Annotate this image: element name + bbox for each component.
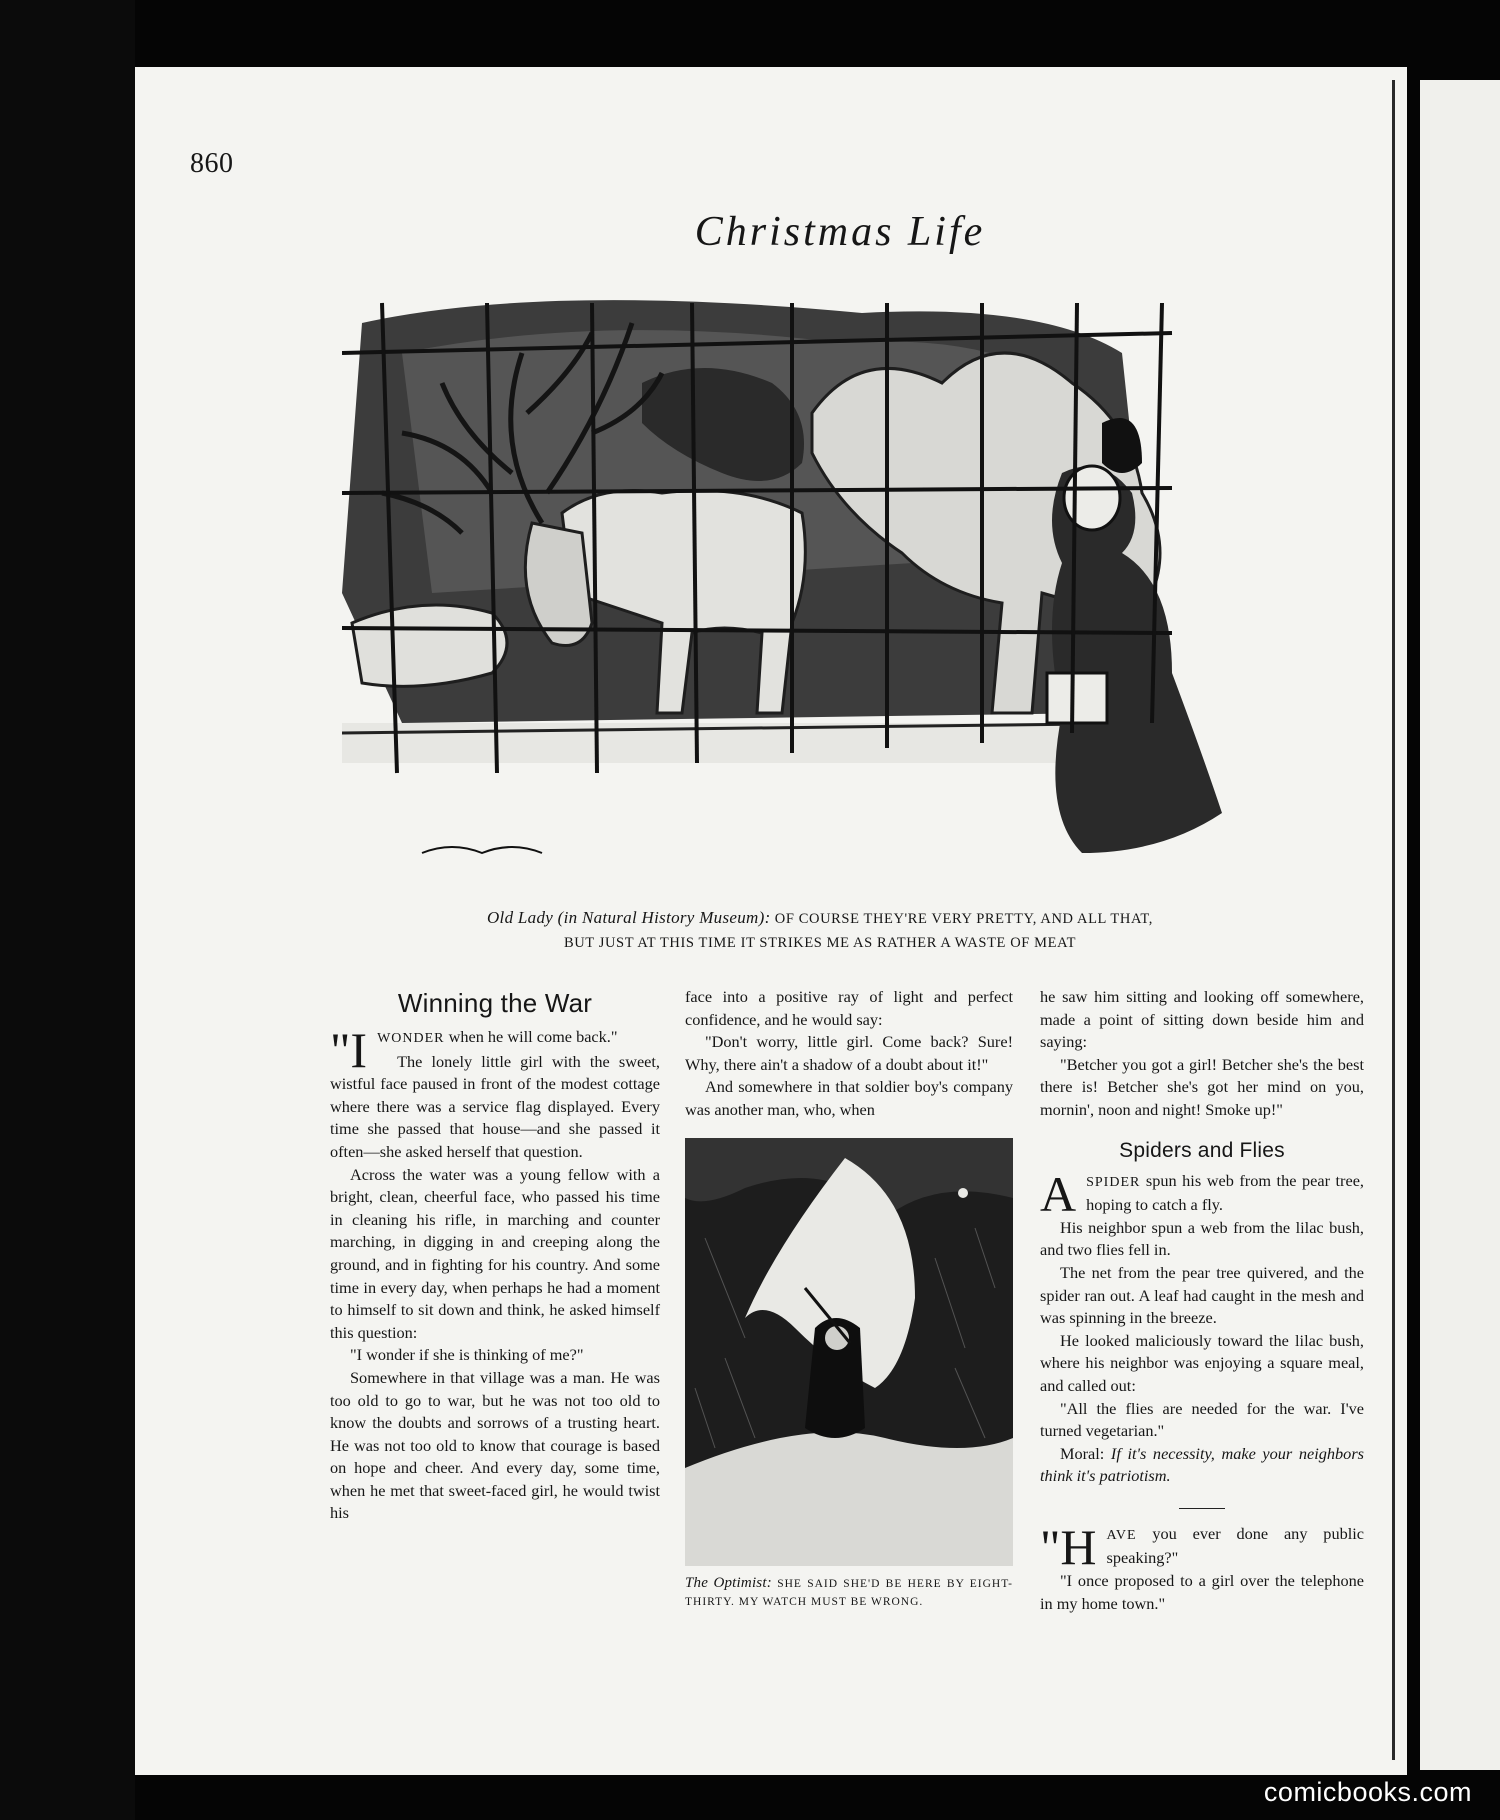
cartoon-caption-line2: BUT JUST AT THIS TIME IT STRIKES ME AS RATHER A WASTE OF MEAT [563, 935, 1077, 951]
article-title-spiders-and-flies: Spiders and Flies [1119, 1138, 1285, 1162]
article-paragraph: He looked maliciously toward the lilac bush, where his neighbor was enjoying a square meal, and called out: [1040, 1330, 1364, 1395]
small-caps-lead: WONDER [377, 1031, 445, 1046]
article-paragraph [330, 1022, 660, 1078]
article-paragraph: face into a positive ray of light and perfect confidence, and he would say: [685, 987, 1013, 1029]
moral-label: Moral: [1060, 1443, 1111, 1463]
drop-cap: A [1040, 1165, 1077, 1222]
page-gutter [1392, 80, 1395, 1760]
article-paragraph: "Don't worry, little girl. Come back? Sure! Why, there ain't a shadow of a doubt about it!" [685, 1032, 1013, 1074]
article-paragraph: Across the water was a young fellow with a bright, clean, cheerful face, who passed his time in cleaning his rifle, in marching and counter marching, in digging in and creeping along the ground, and in fighting for his country. And some time in every day, when perhaps he had a moment to himself to sit down and think, he asked himself this question: [330, 1164, 660, 1342]
site-watermark: comicbooks.com [1263, 1777, 1472, 1807]
small-caps-lead: SPIDER [1086, 1174, 1141, 1190]
paragraph-text: spun his web from the pear tree, hoping to catch a fly. [1086, 1170, 1364, 1215]
page-number: 860 [190, 148, 234, 179]
optimist-caption-speaker: The Optimist: [685, 1574, 772, 1591]
facing-page-edge [1420, 80, 1500, 1770]
running-head: Christmas Life [694, 209, 986, 255]
moral-paragraph [1040, 1443, 1364, 1488]
optimist-caption [685, 1574, 1013, 1611]
paragraph-text: when he will come back." [444, 1027, 618, 1046]
moral-text: If it's necessity, make your neighbors think it's patriotism. [1040, 1443, 1364, 1486]
section-divider [1179, 1508, 1225, 1509]
drop-cap: "H [1040, 1518, 1097, 1575]
small-caps-lead: AVE [1106, 1527, 1137, 1543]
scan-margin-left [0, 0, 135, 1820]
cartoon-caption [300, 906, 1340, 955]
optimist-illustration [685, 1138, 1013, 1566]
drop-cap: "I [330, 1022, 368, 1078]
optimist-caption-text: SHE SAID SHE'D BE HERE BY EIGHT-THIRTY. MY WATCH MUST BE WRONG. [685, 1577, 1014, 1608]
article-paragraph: "Betcher you got a girl! Betcher she's the best there is! Betcher she's got her mind on you, mornin', noon and night! Smoke up!" [1040, 1054, 1364, 1119]
article-paragraph: "All the flies are needed for the war. I've turned vegetarian." [1040, 1398, 1364, 1441]
article-paragraph: His neighbor spun a web from the lilac bush, and two flies fell in. [1040, 1217, 1364, 1260]
cartoon-caption-line1: OF COURSE THEY'RE VERY PRETTY, AND ALL THAT, [774, 911, 1154, 927]
article-title-winning-the-war: Winning the War [397, 988, 593, 1018]
paragraph-text: you ever done any public speaking?" [1106, 1523, 1364, 1568]
article-paragraph: The lonely little girl with the sweet, wistful face paused in front of the modest cottage where there was a service flag displayed. Every time she passed that house—and she passed it often—she asked herself that question. [330, 1051, 660, 1161]
article-paragraph: And somewhere in that soldier boy's company was another man, who, when [685, 1077, 1013, 1119]
article-paragraph: Somewhere in that village was a man. He was too old to go to war, but he was not too old to know the doubts and sorrows of a trusting heart. He was not too old to know that courage is based on hope and cheer. And every day, some time, when he met that sweet-faced girl, he would twist his [330, 1367, 660, 1523]
article-paragraph: he saw him sitting and looking off somewhere, made a point of sitting down beside him and saying: [1040, 987, 1364, 1052]
cartoon-caption-speaker: Old Lady (in Natural History Museum): [486, 908, 771, 927]
column-2 [685, 986, 1013, 1611]
article-paragraph: "I once proposed to a girl over the telephone in my home town." [1040, 1571, 1364, 1613]
column-1 [330, 986, 660, 1525]
column-3 [1040, 986, 1364, 1615]
article-paragraph: The net from the pear tree quivered, and the spider ran out. A leaf had caught in the mesh and was spinning in the breeze. [1040, 1262, 1364, 1328]
article-paragraph: "I wonder if she is thinking of me?" [350, 1345, 584, 1365]
article-paragraph [1040, 1518, 1364, 1575]
museum-cartoon [342, 293, 1318, 871]
article-paragraph [1040, 1165, 1364, 1222]
